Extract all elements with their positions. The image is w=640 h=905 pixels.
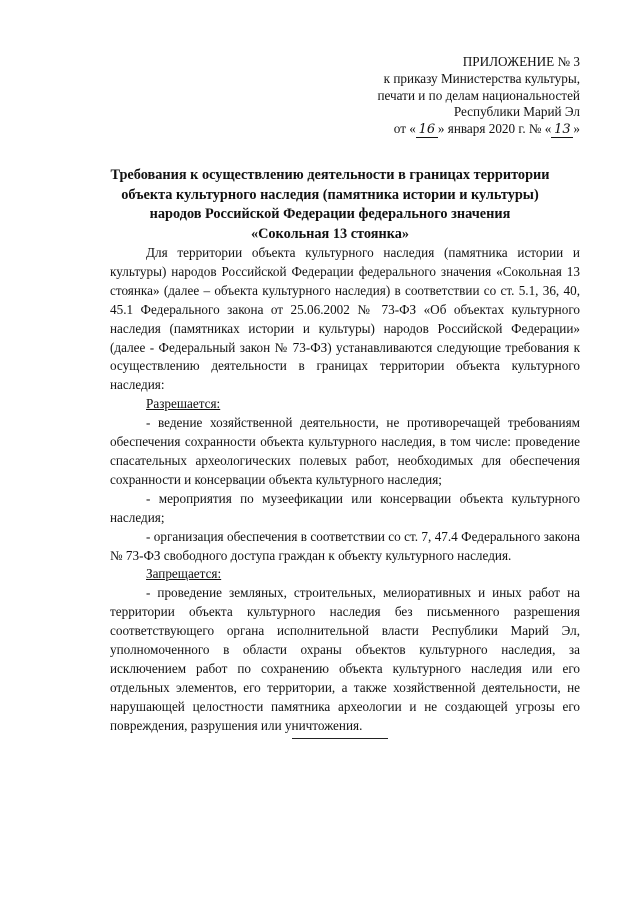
date-prefix: от « [393,121,416,137]
title-line-3: народов Российской Федерации федерального значения [149,206,511,222]
title-line-1: Требования к осуществлению деятельности в границах территории [110,167,550,183]
allowed-item: - организация обеспечения в соответствии со ст. 7, 47.4 Федерального закона № 73-ФЗ свободного доступа граждан к объекту культурного наследия. [110,528,580,563]
date-suffix: » [573,121,580,137]
title-line-4: «Сокольная 13 стоянка» [250,225,410,242]
appendix-number: ПРИЛОЖЕНИЕ № 3 [462,54,580,69]
closing-line [292,738,388,739]
handwritten-order-number: 13 [551,123,573,138]
appendix-ministry: печати и по делам национальностей [377,87,580,103]
document-title [80,166,580,244]
appendix-header [330,54,580,138]
allowed-item: - ведение хозяйственной деятельности, не противоречащей требованиям обеспечения сохранности объекта культурного наследия, в том числе: проведение спасательных археологических полевых работ, необходимых для обеспечения сохранности и консервации объекта культурного наследия; [110,415,580,487]
forbidden-heading: Запрещается: [146,566,222,582]
intro-paragraph: Для территории объекта культурного наследия (памятника истории и культуры) народов Российской Федерации федерального значения «Сокольная 13 стоянка» (далее – объекта культурного наследия) в соответствии со ст. 5.1, 36, 40, 45.1 Федерального закона от 25.06.2002 № 73-ФЗ «Об объектах культурного наследия (памятниках истории и культуры) народов Российской Федерации» (далее - Федеральный закон № 73-ФЗ) устанавливаются следующие требования к осуществлению деятельности в границах территории объекта культурного наследия: [110,245,580,393]
forbidden-item: - проведение земляных, строительных, мелиоративных и иных работ на территории объекта культурного наследия без письменного разрешения соответствующего органа исполнительной власти Республики Марий Эл, уполномоченного в области охраны объектов культурного наследия, за исключением работ по сохранению объекта культурного наследия или его отдельных элементов, его территории, а также хозяйственной деятельности, не нарушающей целостности памятника археологии и не создающей угрозы его повреждения, разрушения или уничтожения. [110,585,580,733]
allowed-heading: Разрешается: [146,396,221,412]
handwritten-day: 16 [416,123,438,138]
date-middle: » января 2020 г. № « [437,121,552,137]
document-body [110,244,580,736]
appendix-order-ref: к приказу Министерства культуры, [383,70,580,86]
appendix-republic: Республики Марий Эл [453,104,580,120]
appendix-date-line [330,121,580,138]
allowed-item: - мероприятия по музеефикации или консервации объекта культурного наследия; [110,490,580,525]
title-line-2: объекта культурного наследия (памятника истории и культуры) [121,186,539,203]
